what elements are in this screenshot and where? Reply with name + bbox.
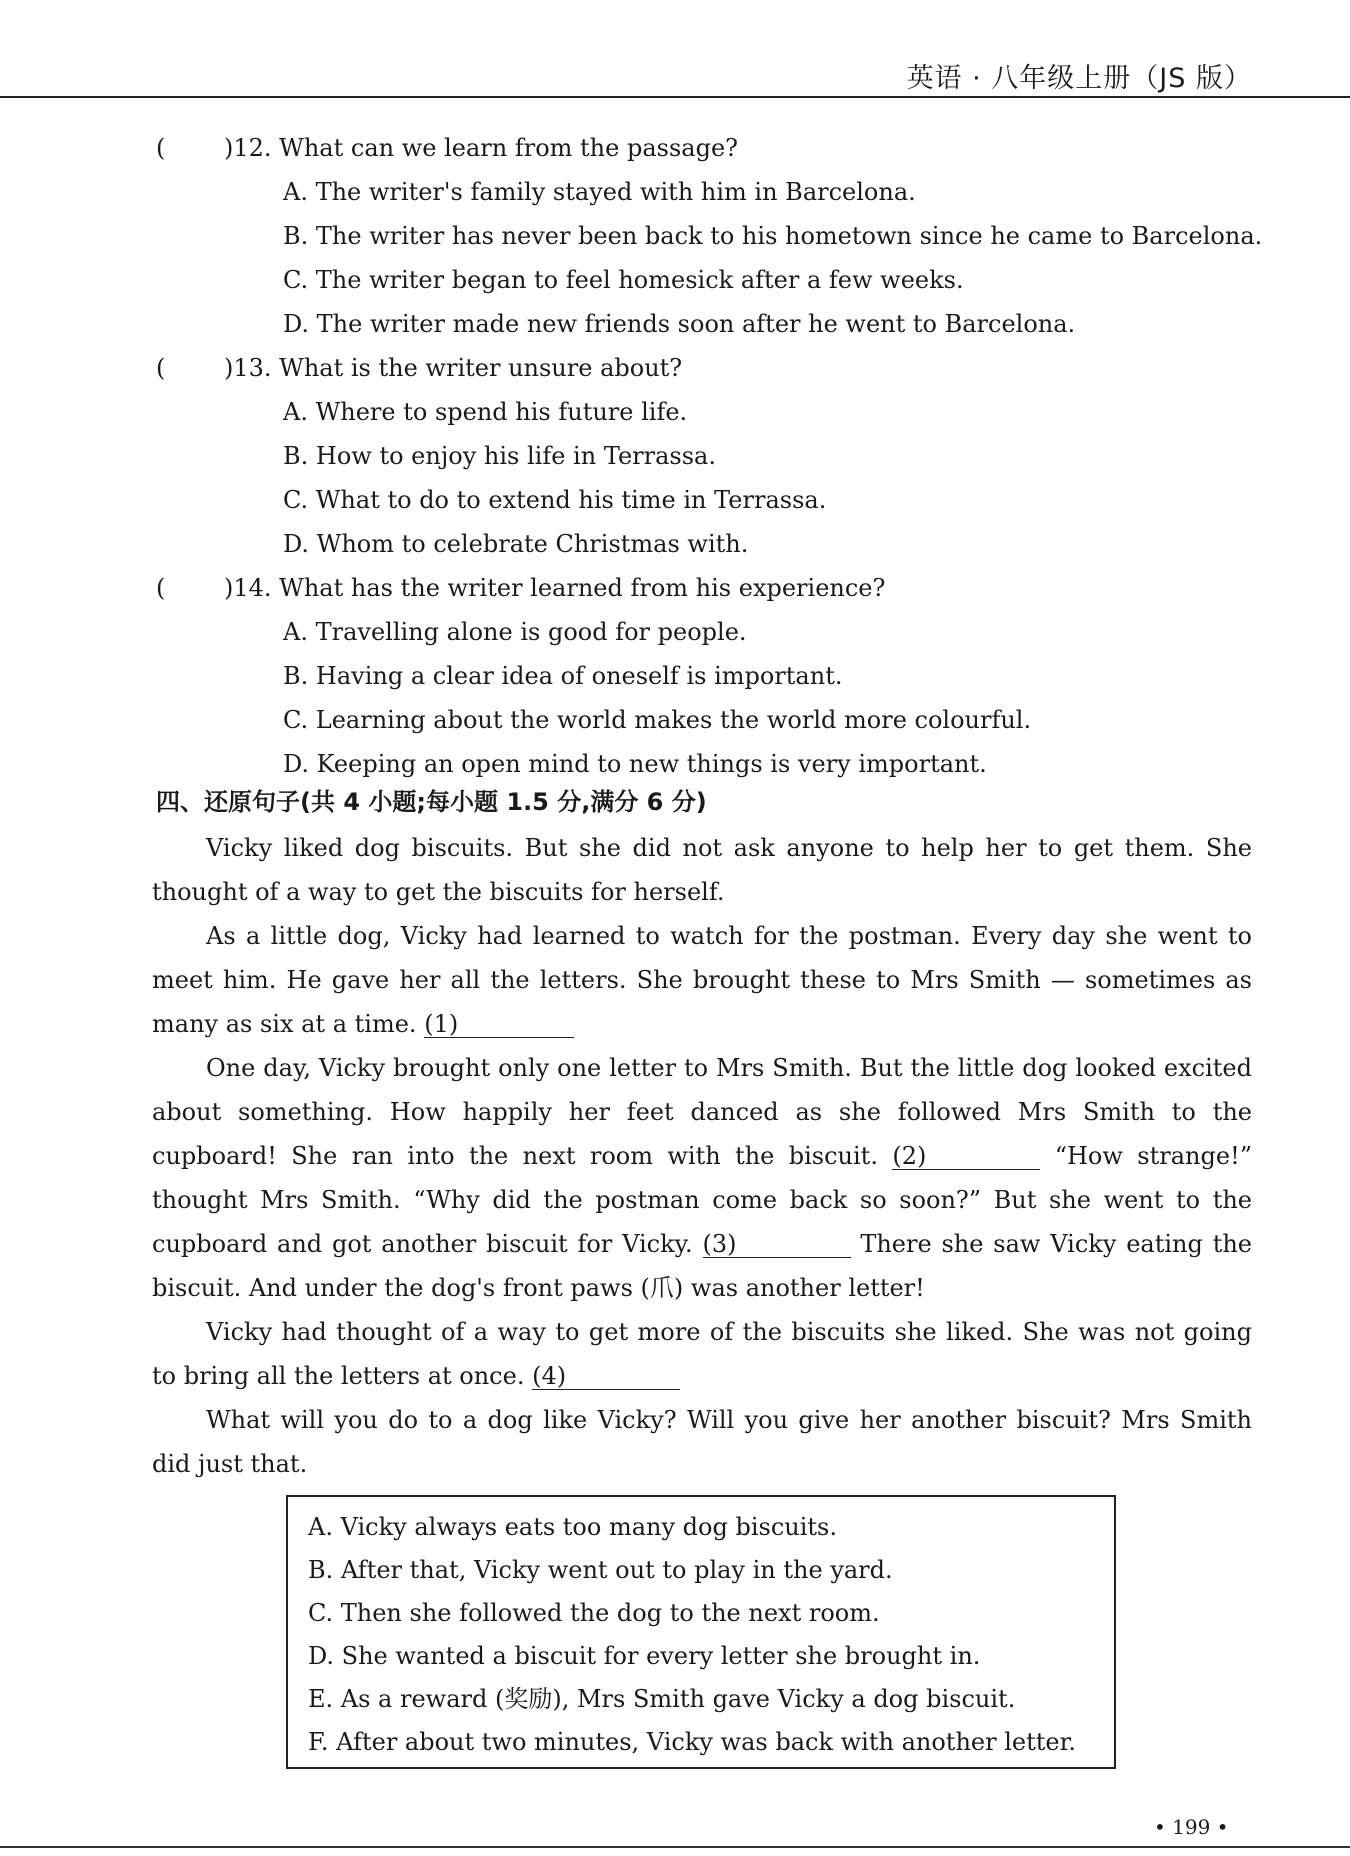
paragraph-text: There she saw Vicky eating the biscuit. And under the dog's front paws (爪) was another letter! — [152, 1230, 1252, 1302]
option-12-b: B. The writer has never been back to his hometown since he came to Barcelona. — [283, 222, 1263, 250]
options-box — [286, 1495, 1116, 1769]
question-number: )12. — [224, 134, 272, 162]
option-14-a: A. Travelling alone is good for people. — [283, 618, 747, 646]
answer-paren[interactable]: ( — [156, 574, 166, 602]
box-option-c: C. Then she followed the dog to the next room. — [308, 1599, 880, 1627]
box-option-d: D. She wanted a biscuit for every letter she brought in. — [308, 1642, 981, 1670]
answer-paren[interactable]: ( — [156, 134, 166, 162]
paragraph-2 — [152, 914, 1252, 1046]
option-13-c: C. What to do to extend his time in Terrassa. — [283, 486, 827, 514]
blank-2[interactable]: (2) — [892, 1143, 1040, 1170]
question-text: What is the writer unsure about? — [279, 354, 683, 382]
option-12-a: A. The writer's family stayed with him in Barcelona. — [283, 178, 916, 206]
paragraph-text: What will you do to a dog like Vicky? Will you give her another biscuit? Mrs Smith did just that. — [152, 1406, 1252, 1478]
option-12-d: D. The writer made new friends soon after he went to Barcelona. — [283, 310, 1076, 338]
question-text: What has the writer learned from his experience? — [279, 574, 886, 602]
answer-paren[interactable]: ( — [156, 354, 166, 382]
blank-3[interactable]: (3) — [703, 1231, 851, 1258]
paragraph-text: One day, Vicky brought only one letter to Mrs Smith. But the little dog looked excited about something. How happily her feet danced as she followed Mrs Smith to the cupboard! She ran into the next room with the biscuit. — [152, 1054, 1252, 1170]
paragraph-5 — [152, 1398, 1252, 1486]
option-14-c: C. Learning about the world makes the world more colourful. — [283, 706, 1032, 734]
question-number: )13. — [224, 354, 272, 382]
option-14-d: D. Keeping an open mind to new things is very important. — [283, 750, 987, 778]
question-12-stem — [156, 136, 738, 160]
question-number: )14. — [224, 574, 272, 602]
bottom-rule — [0, 1846, 1350, 1848]
option-13-d: D. Whom to celebrate Christmas with. — [283, 530, 749, 558]
page-header — [0, 0, 1350, 100]
paragraph-3 — [152, 1046, 1252, 1310]
header-title: 英语 · 八年级上册（JS 版） — [906, 63, 1252, 94]
blank-4[interactable]: (4) — [532, 1363, 680, 1390]
box-option-f: F. After about two minutes, Vicky was back with another letter. — [308, 1728, 1077, 1756]
section-title: 四、还原句子(共 4 小题;每小题 1.5 分,满分 6 分) — [156, 788, 707, 816]
paragraph-text: Vicky had thought of a way to get more of the biscuits she liked. She was not going to bring all the letters at once. — [152, 1318, 1252, 1390]
option-13-a: A. Where to spend his future life. — [283, 398, 688, 426]
box-option-a: A. Vicky always eats too many dog biscuits. — [308, 1513, 837, 1541]
paragraph-1 — [152, 826, 1252, 914]
question-13-stem — [156, 356, 682, 380]
question-text: What can we learn from the passage? — [279, 134, 739, 162]
option-12-c: C. The writer began to feel homesick after a few weeks. — [283, 266, 964, 294]
paragraph-text: “How strange!” thought Mrs Smith. “Why did the postman come back so soon?” But she went to the cupboard and got another biscuit for Vicky. — [152, 1142, 1252, 1258]
page-number: • 199 • — [1154, 1815, 1229, 1839]
paragraph-text: As a little dog, Vicky had learned to watch for the postman. Every day she went to meet him. He gave her all the letters. She brought these to Mrs Smith — sometimes as many as six at a time. — [152, 922, 1252, 1038]
box-option-e: E. As a reward (奖励), Mrs Smith gave Vicky a dog biscuit. — [308, 1685, 1016, 1713]
box-option-b: B. After that, Vicky went out to play in the yard. — [308, 1556, 893, 1584]
paragraph-text: Vicky liked dog biscuits. But she did not ask anyone to help her to get them. She thought of a way to get the biscuits for herself. — [152, 834, 1252, 906]
option-13-b: B. How to enjoy his life in Terrassa. — [283, 442, 716, 470]
blank-1[interactable]: (1) — [424, 1011, 574, 1038]
header-rule — [0, 96, 1350, 98]
question-14-stem — [156, 576, 885, 600]
paragraph-4 — [152, 1310, 1252, 1398]
option-14-b: B. Having a clear idea of oneself is important. — [283, 662, 843, 690]
